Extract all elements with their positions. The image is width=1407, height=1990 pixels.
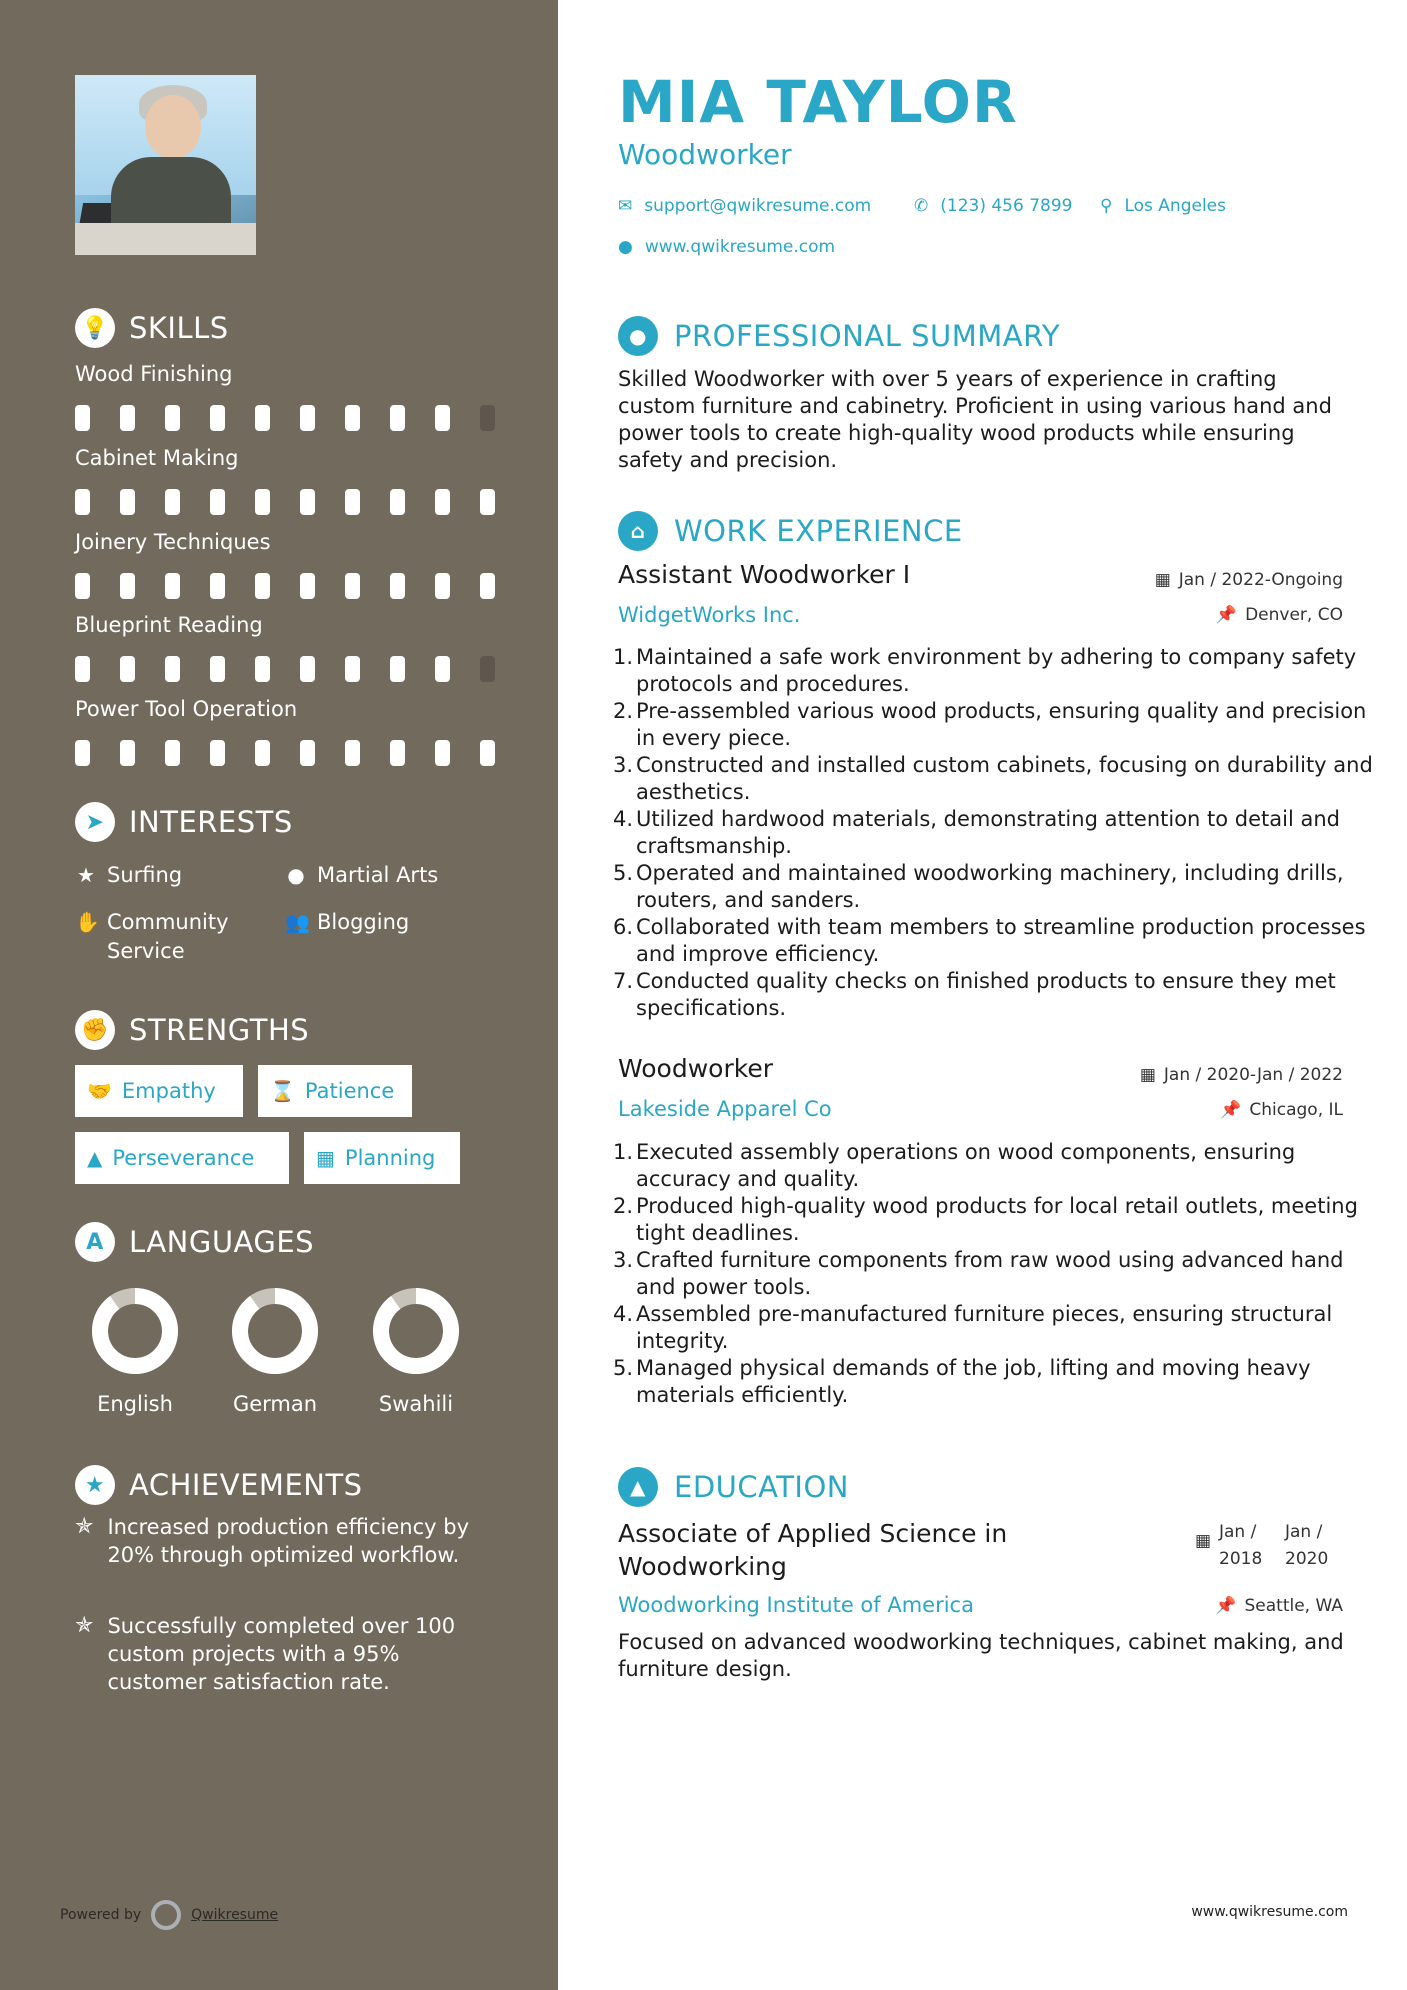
skill-segment <box>390 656 405 682</box>
skill-segment <box>480 573 495 599</box>
stars-icon: ✯ <box>75 1613 94 1638</box>
education-dates: ▦ Jan / 2018 Jan / 2020 <box>1194 1522 1329 1569</box>
calendar-icon: ▦ <box>1139 1065 1156 1085</box>
skill-segment <box>480 740 495 766</box>
profile-photo <box>75 75 256 255</box>
skill-segment <box>210 405 225 431</box>
skill-name: Power Tool Operation <box>75 697 298 721</box>
skill-level-bar <box>75 573 525 599</box>
strength-badge: ▲ Perseverance <box>75 1132 289 1184</box>
skill-segment <box>120 405 135 431</box>
job-location: 📌 Chicago, IL <box>1220 1100 1343 1120</box>
skill-segment <box>210 573 225 599</box>
skill-segment <box>255 656 270 682</box>
skill-segment <box>345 489 360 515</box>
list-item: 7. Conducted quality checks on finished products to ensure they met specifications. <box>613 969 1336 1020</box>
strength-badge: ⌛ Patience <box>258 1065 412 1117</box>
ring-fill <box>240 1296 310 1366</box>
skill-level-bar <box>75 656 525 682</box>
achievement-item: ✯ Successfully completed over 100 custom projects with a 95% customer satisfaction rate. <box>75 1613 456 1694</box>
skill-segment <box>345 573 360 599</box>
list-item: 3. Crafted furniture components from raw wood using advanced hand and power tools. <box>613 1248 1344 1299</box>
qwikresume-link[interactable]: Qwikresume <box>191 1907 279 1923</box>
language-label: English <box>97 1392 173 1416</box>
people-icon: 👥 <box>285 910 310 934</box>
skill-name: Cabinet Making <box>75 446 239 470</box>
graduation-icon: ▲ <box>618 1467 658 1507</box>
list-item: 4. Utilized hardwood materials, demonstrating attention to detail and craftsmanship. <box>613 807 1341 858</box>
skill-segment <box>120 740 135 766</box>
website-contact[interactable]: ● www.qwikresume.com <box>618 237 836 257</box>
skill-segment <box>300 573 315 599</box>
skill-level-bar <box>75 740 525 766</box>
star-icon: ★ <box>77 863 95 887</box>
skill-segment <box>165 740 180 766</box>
language-label: German <box>232 1392 318 1416</box>
strength-badge: ▦ Planning <box>304 1132 460 1184</box>
skill-segment <box>480 489 495 515</box>
skill-segment <box>255 405 270 431</box>
skill-segment <box>165 489 180 515</box>
skill-segment <box>435 405 450 431</box>
skill-segment <box>165 656 180 682</box>
language-item <box>220 1288 330 1416</box>
summary-heading: ● PROFESSIONAL SUMMARY <box>618 316 1060 356</box>
footer-url[interactable]: www.qwikresume.com <box>1191 1904 1348 1920</box>
candidate-role: Woodworker <box>618 138 792 171</box>
skill-segment <box>210 740 225 766</box>
ring-fill <box>381 1296 451 1366</box>
skill-segment <box>210 489 225 515</box>
job-location: 📌 Denver, CO <box>1215 605 1343 625</box>
location-contact: ⚲ Los Angeles <box>1100 196 1226 216</box>
skill-segment <box>435 573 450 599</box>
skill-segment <box>255 740 270 766</box>
ring-fill <box>100 1296 170 1366</box>
job-dates: ▦ Jan / 2020-Jan / 2022 <box>1139 1065 1343 1085</box>
skill-segment <box>75 405 90 431</box>
language-level-ring <box>92 1288 178 1374</box>
company-name: Lakeside Apparel Co <box>618 1097 832 1121</box>
skill-segment <box>120 656 135 682</box>
phone-icon: ✆ <box>914 196 929 216</box>
calendar-icon: ▦ <box>316 1146 335 1170</box>
interest-item: ✋ Community Service <box>75 910 229 963</box>
skill-segment <box>300 740 315 766</box>
job-title: Assistant Woodworker I <box>618 560 911 589</box>
school-name: Woodworking Institute of America <box>618 1593 974 1617</box>
powered-by: Powered by Qwikresume <box>60 1900 278 1930</box>
degree-title: Associate of Applied Science in Woodworking <box>618 1519 1008 1581</box>
skill-segment <box>75 656 90 682</box>
skill-segment <box>390 573 405 599</box>
map-pin-icon: ⚲ <box>1100 196 1113 216</box>
language-item <box>80 1288 190 1416</box>
chair-icon: ⌂ <box>618 511 658 551</box>
skill-segment <box>120 573 135 599</box>
interests-heading: ➤ INTERESTS <box>75 802 293 842</box>
pin-icon: 📌 <box>1215 605 1238 625</box>
list-item: 5. Managed physical demands of the job, lifting and moving heavy materials efficiently. <box>613 1356 1311 1407</box>
language-level-ring <box>232 1288 318 1374</box>
hand-icon: ✋ <box>75 910 100 934</box>
language-item <box>361 1288 471 1416</box>
user-icon: ● <box>618 316 658 356</box>
globe-icon: ● <box>618 237 633 257</box>
pin-icon: 📌 <box>1215 1596 1237 1616</box>
interest-item: ★ Surfing <box>75 861 182 890</box>
globe-icon: ● <box>287 863 305 887</box>
star-badge-icon: ★ <box>75 1465 115 1505</box>
skills-heading: 💡 SKILLS <box>75 308 229 348</box>
skill-segment <box>435 740 450 766</box>
summary-text: Skilled Woodworker with over 5 years of experience in crafting custom furniture and cabinetry. Proficient in using various hand and power tools to create high-quality wood products while ensuring safety and precision. <box>618 367 1332 472</box>
skill-segment <box>255 489 270 515</box>
lightbulb-icon: 💡 <box>75 308 115 348</box>
skill-segment <box>480 656 495 682</box>
list-item: 1. Maintained a safe work environment by adhering to company safety protocols and procedures. <box>613 645 1357 696</box>
language-icon: A <box>75 1222 115 1262</box>
skill-segment <box>75 740 90 766</box>
skill-segment <box>300 405 315 431</box>
skill-segment <box>120 489 135 515</box>
fist-icon: ✊ <box>75 1010 115 1050</box>
qwikresume-logo <box>151 1900 181 1930</box>
skill-segment <box>75 489 90 515</box>
main-content <box>558 0 1407 1990</box>
calendar-icon: ▦ <box>1194 1531 1211 1551</box>
phone-contact[interactable]: ✆ (123) 456 7899 <box>914 196 1073 216</box>
language-label: Swahili <box>378 1392 454 1416</box>
email-contact[interactable]: ✉ support@qwikresume.com <box>618 196 872 216</box>
strengths-heading: ✊ STRENGTHS <box>75 1010 309 1050</box>
skill-segment <box>210 656 225 682</box>
job-responsibilities <box>613 1139 1373 1409</box>
skill-segment <box>165 573 180 599</box>
achievement-item: ✯ Increased production efficiency by 20% through optimized workflow. <box>75 1514 469 1567</box>
job-dates: ▦ Jan / 2022-Ongoing <box>1154 570 1343 590</box>
skill-level-bar <box>75 405 525 431</box>
skill-segment <box>345 656 360 682</box>
calendar-icon: ▦ <box>1154 570 1171 590</box>
paper-plane-icon: ➤ <box>75 802 115 842</box>
handshake-icon: 🤝 <box>87 1079 112 1103</box>
education-heading: ▲ EDUCATION <box>618 1467 849 1507</box>
interest-item: ● Martial Arts <box>285 861 438 890</box>
education-text: Focused on advanced woodworking techniques, cabinet making, and furniture design. <box>618 1630 1344 1681</box>
company-name: WidgetWorks Inc. <box>618 603 801 627</box>
skill-name: Joinery Techniques <box>75 530 271 554</box>
language-level-ring <box>373 1288 459 1374</box>
strength-badge: 🤝 Empathy <box>75 1065 243 1117</box>
achievements-heading: ★ ACHIEVEMENTS <box>75 1465 363 1505</box>
sidebar <box>0 0 558 1990</box>
list-item: 6. Collaborated with team members to streamline production processes and improve efficiency. <box>613 915 1366 966</box>
pin-icon: 📌 <box>1220 1100 1242 1120</box>
stars-icon: ✯ <box>75 1514 94 1539</box>
skill-segment <box>480 405 495 431</box>
list-item: 3. Constructed and installed custom cabinets, focusing on durability and aesthetics. <box>613 753 1373 804</box>
skill-name: Wood Finishing <box>75 362 233 386</box>
skill-segment <box>345 740 360 766</box>
skill-segment <box>300 656 315 682</box>
list-item: 4. Assembled pre-manufactured furniture pieces, ensuring structural integrity. <box>613 1302 1333 1353</box>
candidate-name: MIA TAYLOR <box>618 68 1018 136</box>
skill-level-bar <box>75 489 525 515</box>
list-item: 1. Executed assembly operations on wood components, ensuring accuracy and quality. <box>613 1140 1296 1191</box>
job-title: Woodworker <box>618 1054 773 1083</box>
skill-segment <box>390 740 405 766</box>
skill-segment <box>390 489 405 515</box>
list-item: 2. Pre-assembled various wood products, ensuring quality and precision in every piece. <box>613 699 1367 750</box>
skill-segment <box>165 405 180 431</box>
skill-segment <box>300 489 315 515</box>
education-location: 📌 Seattle, WA <box>1215 1596 1343 1616</box>
languages-heading: A LANGUAGES <box>75 1222 314 1262</box>
hourglass-icon: ⌛ <box>270 1079 295 1103</box>
road-icon: ▲ <box>87 1146 103 1170</box>
skill-segment <box>435 656 450 682</box>
list-item: 5. Operated and maintained woodworking machinery, including drills, routers, and sanders. <box>613 861 1344 912</box>
skill-segment <box>255 573 270 599</box>
skill-segment <box>75 573 90 599</box>
list-item: 2. Produced high-quality wood products for local retail outlets, meeting tight deadlines. <box>613 1194 1358 1245</box>
interest-item: 👥 Blogging <box>285 908 409 937</box>
experience-heading: ⌂ WORK EXPERIENCE <box>618 511 963 551</box>
envelope-icon: ✉ <box>618 196 633 216</box>
skill-segment <box>435 489 450 515</box>
job-responsibilities <box>613 644 1373 1022</box>
skill-segment <box>390 405 405 431</box>
skill-name: Blueprint Reading <box>75 613 263 637</box>
skill-segment <box>345 405 360 431</box>
